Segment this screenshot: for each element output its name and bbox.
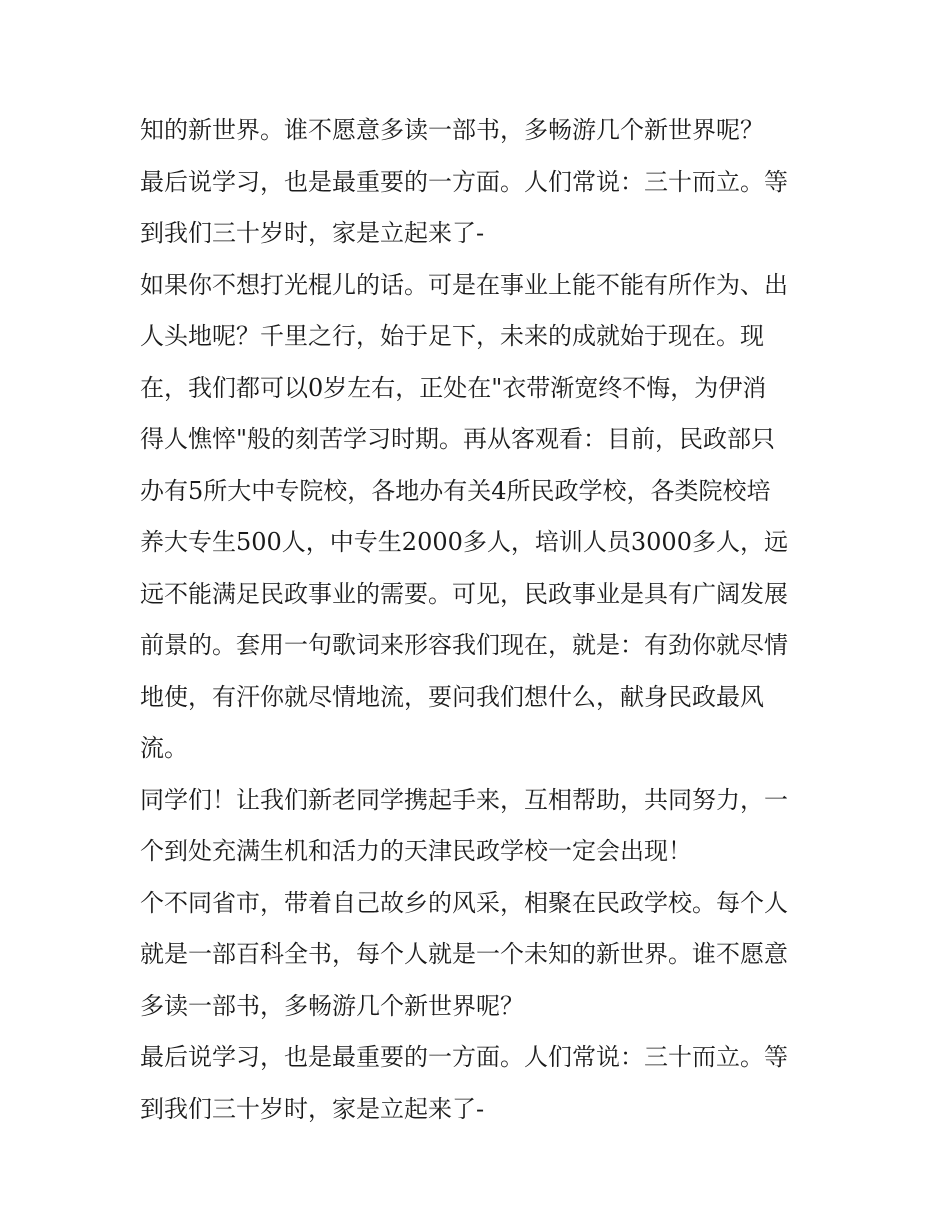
text-line: 就是一部百科全书，每个人就是一个未知的新世界。谁不愿意 xyxy=(140,940,788,968)
document-body xyxy=(140,105,820,1135)
text-line: 地使，有汗你就尽情地流，要问我们想什么，献身民政最风 xyxy=(140,682,764,711)
text-line: 最后说学习，也是最重要的一方面。人们常说：三十而立。等 xyxy=(140,1043,788,1071)
text-line: 多读一部书，多畅游几个新世界呢？ xyxy=(140,991,524,1020)
text-line: 到我们三十岁时，家是立起来了- xyxy=(140,1094,485,1123)
text-line: 知的新世界。谁不愿意多读一部书，多畅游几个新世界呢？ xyxy=(140,116,764,144)
text-line: 远不能满足民政事业的需要。可见，民政事业是具有广阔发展 xyxy=(140,579,788,608)
text-line: 办有5所大中专院校，各地办有关4所民政学校，各类院校培 xyxy=(140,476,771,505)
text-line: 得人憔悴"般的刻苦学习时期。再从客观看：目前，民政部只 xyxy=(140,425,776,453)
text-line: 到我们三十岁时，家是立起来了- xyxy=(140,219,485,247)
text-line: 个到处充满生机和活力的天津民政学校一定会出现！ xyxy=(140,837,692,865)
text-line: 流。 xyxy=(140,734,188,762)
text-line: 同学们！让我们新老同学携起手来，互相帮助，共同努力，一 xyxy=(140,785,788,814)
text-line: 养大专生500人，中专生2000多人，培训人员3000多人，远 xyxy=(140,528,788,556)
text-line: 个不同省市，带着自己故乡的风采，相聚在民政学校。每个人 xyxy=(140,888,788,917)
text-line: 前景的。套用一句歌词来形容我们现在，就是：有劲你就尽情 xyxy=(140,631,788,659)
text-line: 如果你不想打光棍儿的话。可是在事业上能不能有所作为、出 xyxy=(140,270,788,299)
text-line: 在，我们都可以0岁左右，正处在"衣带渐宽终不悔，为伊消 xyxy=(140,373,767,402)
text-line: 人头地呢？千里之行，始于足下，未来的成就始于现在。现 xyxy=(140,322,764,350)
text-line: 最后说学习，也是最重要的一方面。人们常说：三十而立。等 xyxy=(140,167,788,196)
